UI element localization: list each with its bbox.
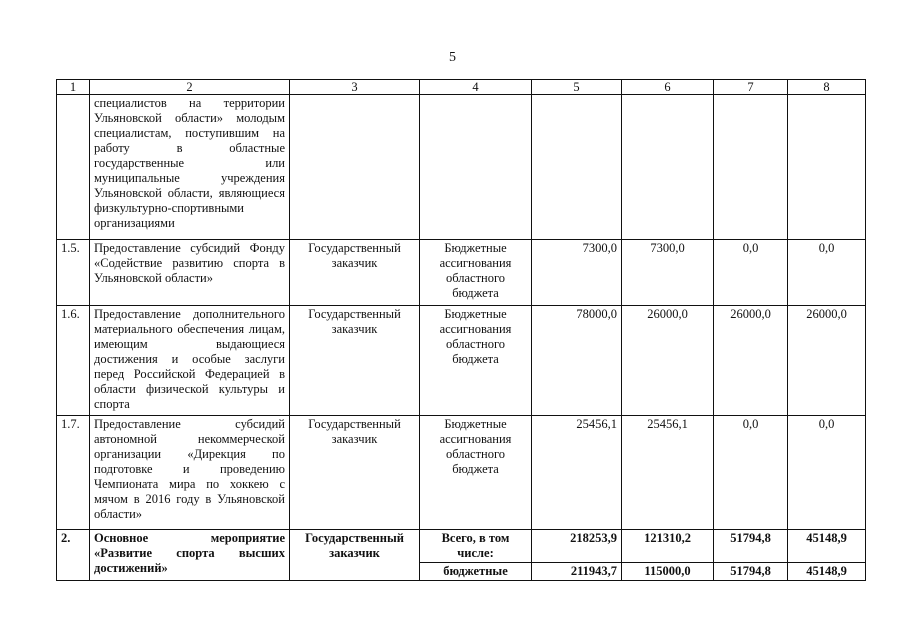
- row-customer: [290, 95, 420, 240]
- row-value-7: [714, 95, 788, 240]
- header-row: [57, 80, 866, 95]
- header-cell-2: 2: [90, 80, 290, 95]
- budget-table: [56, 79, 866, 581]
- row-number: 1.6.: [57, 306, 90, 416]
- main-event-budget-8: 45148,9: [788, 563, 866, 581]
- page-number: 5: [449, 50, 456, 65]
- table-row: [57, 240, 866, 306]
- main-event-total-row: [57, 530, 866, 563]
- header-cell-4: 4: [420, 80, 532, 95]
- row-value-7: 0,0: [714, 416, 788, 530]
- table-row: [57, 95, 866, 240]
- main-event-total-6: 121310,2: [622, 530, 714, 563]
- main-event-budget-label: бюджетные: [420, 563, 532, 581]
- main-event-budget-7: 51794,8: [714, 563, 788, 581]
- row-value-5: 25456,1: [532, 416, 622, 530]
- row-value-7: 26000,0: [714, 306, 788, 416]
- row-source: Бюджетные ассигнования областного бюджета: [420, 416, 532, 530]
- table-row: [57, 416, 866, 530]
- row-source: Бюджетные ассигнования областного бюджета: [420, 240, 532, 306]
- row-value-6: 25456,1: [622, 416, 714, 530]
- row-number: [57, 95, 90, 240]
- header-cell-6: 6: [622, 80, 714, 95]
- table-row: [57, 306, 866, 416]
- row-source: [420, 95, 532, 240]
- main-event-total-7: 51794,8: [714, 530, 788, 563]
- row-description: Предоставление субсидий автономной некоммерческой организации «Дирекция по подготовке и проведению Чемпионата мира по хоккею с мячом в 2016 году в Ульяновской области»: [90, 416, 290, 530]
- row-customer: Государственный заказчик: [290, 416, 420, 530]
- main-event-total-5: 218253,9: [532, 530, 622, 563]
- main-event-budget-5: 211943,7: [532, 563, 622, 581]
- row-number: 1.7.: [57, 416, 90, 530]
- row-description: специалистов на территории Ульяновской области» молодым специалистам, поступившим на работу в областные государственные или муниципальные учреждения Ульяновской области, являющиеся физкультурно-спортивными организациями: [90, 95, 290, 240]
- header-cell-1: 1: [57, 80, 90, 95]
- header-cell-8: 8: [788, 80, 866, 95]
- header-cell-3: 3: [290, 80, 420, 95]
- row-description: Предоставление субсидий Фонду «Содействие развитию спорта в Ульяновской области»: [90, 240, 290, 306]
- row-value-8: 0,0: [788, 416, 866, 530]
- row-value-6: 26000,0: [622, 306, 714, 416]
- row-value-6: 7300,0: [622, 240, 714, 306]
- row-value-8: [788, 95, 866, 240]
- row-value-5: 7300,0: [532, 240, 622, 306]
- main-event-total-8: 45148,9: [788, 530, 866, 563]
- row-value-7: 0,0: [714, 240, 788, 306]
- row-description: Предоставление дополнительного материального обеспечения лицам, имеющим выдающиеся достижения и особые заслуги перед Российской Федерацией в области физической культуры и спорта: [90, 306, 290, 416]
- main-event-total-label: Всего, в том числе:: [420, 530, 532, 563]
- main-event-budget-6: 115000,0: [622, 563, 714, 581]
- row-value-6: [622, 95, 714, 240]
- row-source: Бюджетные ассигнования областного бюджета: [420, 306, 532, 416]
- row-value-5: 78000,0: [532, 306, 622, 416]
- main-event-customer: Государственный заказчик: [290, 530, 420, 581]
- row-value-5: [532, 95, 622, 240]
- row-customer: Государственный заказчик: [290, 306, 420, 416]
- main-event-description: Основное мероприятие «Развитие спорта высших достижений»: [90, 530, 290, 581]
- header-cell-5: 5: [532, 80, 622, 95]
- row-customer: Государственный заказчик: [290, 240, 420, 306]
- header-cell-7: 7: [714, 80, 788, 95]
- row-value-8: 0,0: [788, 240, 866, 306]
- row-number: 1.5.: [57, 240, 90, 306]
- main-event-number: 2.: [57, 530, 90, 581]
- row-value-8: 26000,0: [788, 306, 866, 416]
